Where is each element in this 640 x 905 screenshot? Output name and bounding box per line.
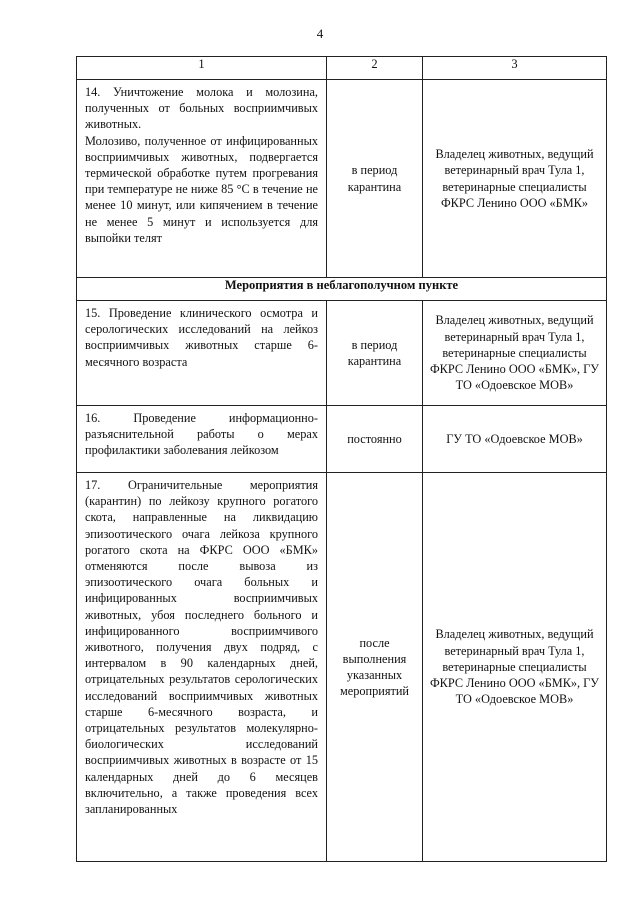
page-number: 4 — [316, 26, 324, 41]
responsible-cell: Владелец животных, ведущий ветеринарный врач Тула 1, ветеринарные специалисты ФКРС Ленино ООО «БМК», ГУ ТО «Одоевское МОВ» — [423, 301, 607, 406]
deadline-cell: постоянно — [327, 406, 423, 473]
deadline-cell: после выполнения указанных мероприятий — [327, 473, 423, 862]
deadline-cell: в период карантина — [327, 301, 423, 406]
measure-text: Молозиво, полученное от инфицированных восприимчивых животных, подвергается термической обработке путем прогревания при температуре не ниже 85 °С в течение не менее 10 минут, или кипячением в течение не менее 5 минут и используется для выпойки телят — [85, 133, 318, 245]
table-row — [77, 80, 607, 278]
measures-table — [76, 56, 607, 862]
measure-cell: 16. Проведение информационно-разъяснительной работы о мерах профилактики заболевания лейкозом — [77, 406, 327, 473]
responsible-cell: Владелец животных, ведущий ветеринарный врач Тула 1, ветеринарные специалисты ФКРС Ленино ООО «БМК», ГУ ТО «Одоевское МОВ» — [423, 473, 607, 862]
column-number-2: 2 — [327, 57, 423, 80]
column-number-1: 1 — [77, 57, 327, 80]
deadline-cell: в период карантина — [327, 80, 423, 278]
measure-cell: 17. Ограничительные мероприятия (карантин) по лейкозу крупного рогатого скота, направленные на ликвидацию эпизоотического очага лейкоза крупного рогатого скота на ФКРС ООО «БМК» отменяются после вывоза из эпизоотического очага больных и инфицированных восприимчивых животных, убоя последнего больного и инфицированного восприимчивого животного, получения двух подряд, с интервалом в 90 календарных дней, отрицательных результатов серологических исследований восприимчивых животных старше 6-месячного возраста, и отрицательных результатов молекулярно-биологических исследований восприимчивых животных в возрасте от 15 календарных дней до 6 месяцев включительно, а также проведения всех запланированных — [77, 473, 327, 862]
responsible-cell: Владелец животных, ведущий ветеринарный врач Тула 1, ветеринарные специалисты ФКРС Ленино ООО «БМК» — [423, 80, 607, 278]
section-title: Мероприятия в неблагополучном пункте — [77, 278, 607, 301]
table-row — [77, 473, 607, 862]
responsible-cell: ГУ ТО «Одоевское МОВ» — [423, 406, 607, 473]
measure-cell — [77, 80, 327, 278]
table-row — [77, 406, 607, 473]
table-row — [77, 301, 607, 406]
measure-text: 14. Уничтожение молока и молозина, полученных от больных восприимчивых животных. — [85, 85, 318, 132]
section-header-row — [77, 278, 607, 301]
column-number-3: 3 — [423, 57, 607, 80]
column-numbers-row — [77, 57, 607, 80]
measure-cell: 15. Проведение клинического осмотра и серологических исследований на лейкоз восприимчивых животных старше 6-месячного возраста — [77, 301, 327, 406]
